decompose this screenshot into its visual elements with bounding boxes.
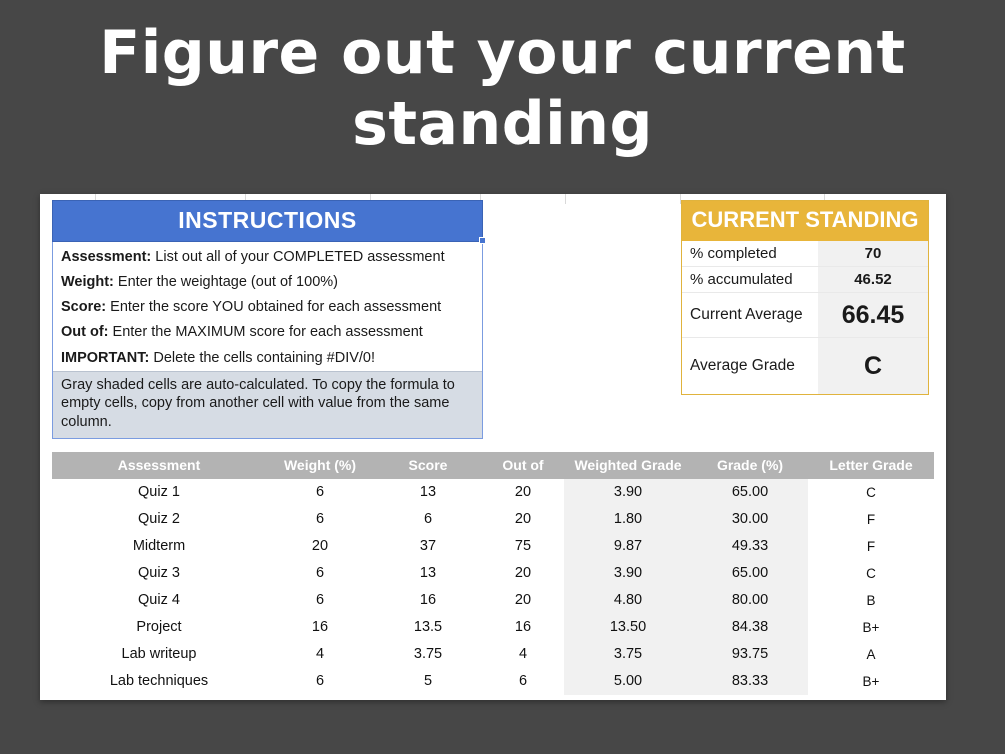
cell-weight[interactable]: 20 — [266, 533, 374, 560]
current-standing-row — [682, 266, 928, 292]
column-header-assessment: Assessment — [52, 452, 266, 479]
instruction-label: Weight: — [61, 274, 114, 291]
cell-letter-grade[interactable]: B — [808, 587, 934, 614]
cell-assessment[interactable]: Midterm — [52, 533, 266, 560]
cell-assessment[interactable]: Quiz 2 — [52, 506, 266, 533]
table-row[interactable] — [52, 668, 934, 695]
cell-out-of[interactable]: 20 — [482, 587, 564, 614]
cell-weighted-grade[interactable]: 5.00 — [564, 668, 692, 695]
instructions-header: INSTRUCTIONS — [52, 200, 483, 242]
cell-letter-grade[interactable]: A — [808, 641, 934, 668]
cell-score[interactable]: 3.75 — [374, 641, 482, 668]
instruction-text: Enter the MAXIMUM score for each assessment — [108, 324, 423, 341]
cell-out-of[interactable]: 75 — [482, 533, 564, 560]
cell-out-of[interactable]: 20 — [482, 479, 564, 506]
table-row[interactable] — [52, 587, 934, 614]
row-value: 66.45 — [818, 293, 928, 337]
cell-score[interactable]: 13 — [374, 479, 482, 506]
row-label: % completed — [690, 245, 777, 263]
cell-weighted-grade[interactable]: 3.90 — [564, 479, 692, 506]
cell-assessment[interactable]: Quiz 3 — [52, 560, 266, 587]
cell-weight[interactable]: 16 — [266, 614, 374, 641]
table-header-row — [52, 452, 934, 479]
cell-grade-pct[interactable]: 49.33 — [692, 533, 808, 560]
table-row[interactable] — [52, 533, 934, 560]
current-standing-header: CURRENT STANDING — [682, 201, 928, 241]
grades-table — [52, 452, 934, 695]
column-header-out-of: Out of — [482, 452, 564, 479]
table-row[interactable] — [52, 641, 934, 668]
row-label: Average Grade — [690, 357, 795, 375]
cell-letter-grade[interactable]: B+ — [808, 668, 934, 695]
cell-weighted-grade[interactable]: 1.80 — [564, 506, 692, 533]
cell-out-of[interactable]: 6 — [482, 668, 564, 695]
instruction-label: Assessment: — [61, 249, 152, 265]
instruction-row — [53, 245, 482, 270]
cell-assessment[interactable]: Lab techniques — [52, 668, 266, 695]
cell-grade-pct[interactable]: 65.00 — [692, 560, 808, 587]
column-header-grade-pct: Grade (%) — [692, 452, 808, 479]
instruction-label: Score: — [61, 299, 107, 316]
cell-score[interactable]: 37 — [374, 533, 482, 560]
instruction-label: Out of: — [61, 324, 109, 341]
cell-score[interactable]: 16 — [374, 587, 482, 614]
row-value: C — [818, 338, 928, 394]
cell-letter-grade[interactable]: C — [808, 560, 934, 587]
cell-letter-grade[interactable]: F — [808, 533, 934, 560]
row-label: Current Average — [690, 306, 803, 324]
instruction-row — [53, 270, 482, 295]
cell-grade-pct[interactable]: 84.38 — [692, 614, 808, 641]
instruction-row — [53, 346, 482, 371]
instruction-row — [53, 320, 482, 345]
cell-out-of[interactable]: 20 — [482, 506, 564, 533]
cell-weight[interactable]: 6 — [266, 506, 374, 533]
table-row[interactable] — [52, 560, 934, 587]
current-standing-row — [682, 337, 928, 394]
instruction-row — [53, 295, 482, 320]
page-title: Figure out your current standing — [99, 18, 906, 159]
cell-weight[interactable]: 4 — [266, 641, 374, 668]
cell-grade-pct[interactable]: 65.00 — [692, 479, 808, 506]
instructions-body[interactable] — [52, 242, 483, 439]
column-header-score: Score — [374, 452, 482, 479]
instruction-label: IMPORTANT: — [61, 349, 150, 366]
cell-weight[interactable]: 6 — [266, 668, 374, 695]
instruction-text: Enter the weightage (out of 100%) — [113, 274, 338, 291]
row-value: 46.52 — [818, 267, 928, 292]
current-standing-row — [682, 292, 928, 337]
cell-assessment[interactable]: Lab writeup — [52, 641, 266, 668]
cell-assessment[interactable]: Project — [52, 614, 266, 641]
cell-weighted-grade[interactable]: 9.87 — [564, 533, 692, 560]
column-header-weighted-grade: Weighted Grade — [564, 452, 692, 479]
row-value: 70 — [818, 241, 928, 266]
selection-handle[interactable] — [479, 237, 486, 244]
instruction-text: Enter the score YOU obtained for each assessment — [106, 299, 442, 316]
instructions-block — [52, 200, 483, 439]
cell-letter-grade[interactable]: B+ — [808, 614, 934, 641]
table-row[interactable] — [52, 506, 934, 533]
cell-grade-pct[interactable]: 83.33 — [692, 668, 808, 695]
table-row[interactable] — [52, 479, 934, 506]
cell-out-of[interactable]: 20 — [482, 560, 564, 587]
spreadsheet-card — [40, 194, 946, 700]
cell-weighted-grade[interactable]: 13.50 — [564, 614, 692, 641]
cell-score[interactable]: 13 — [374, 560, 482, 587]
current-standing-row — [682, 241, 928, 266]
cell-grade-pct[interactable]: 30.00 — [692, 506, 808, 533]
cell-letter-grade[interactable]: C — [808, 479, 934, 506]
cell-letter-grade[interactable]: F — [808, 506, 934, 533]
cell-assessment[interactable]: Quiz 4 — [52, 587, 266, 614]
table-row[interactable] — [52, 614, 934, 641]
cell-out-of[interactable]: 16 — [482, 614, 564, 641]
cell-weighted-grade[interactable]: 3.75 — [564, 641, 692, 668]
cell-weight[interactable]: 6 — [266, 587, 374, 614]
row-label: % accumulated — [690, 271, 793, 289]
cell-out-of[interactable]: 4 — [482, 641, 564, 668]
cell-grade-pct[interactable]: 80.00 — [692, 587, 808, 614]
cell-weight[interactable]: 6 — [266, 560, 374, 587]
instruction-text: List out all of your COMPLETED assessment — [151, 249, 445, 265]
current-standing-block — [681, 200, 929, 395]
instructions-note: Gray shaded cells are auto-calculated. To copy the formula to empty cells, copy from another cell with value from the same column. — [53, 371, 482, 439]
cell-weight[interactable]: 6 — [266, 479, 374, 506]
cell-score[interactable]: 6 — [374, 506, 482, 533]
cell-weighted-grade[interactable]: 4.80 — [564, 587, 692, 614]
current-standing-rows — [682, 241, 928, 394]
instruction-text: Delete the cells containing #DIV/0! — [149, 349, 376, 366]
cell-score[interactable]: 5 — [374, 668, 482, 695]
column-header-letter-grade: Letter Grade — [808, 452, 934, 479]
cell-score[interactable]: 13.5 — [374, 614, 482, 641]
column-header-weight: Weight (%) — [266, 452, 374, 479]
cell-weighted-grade[interactable]: 3.90 — [564, 560, 692, 587]
cell-grade-pct[interactable]: 93.75 — [692, 641, 808, 668]
cell-assessment[interactable]: Quiz 1 — [52, 479, 266, 506]
